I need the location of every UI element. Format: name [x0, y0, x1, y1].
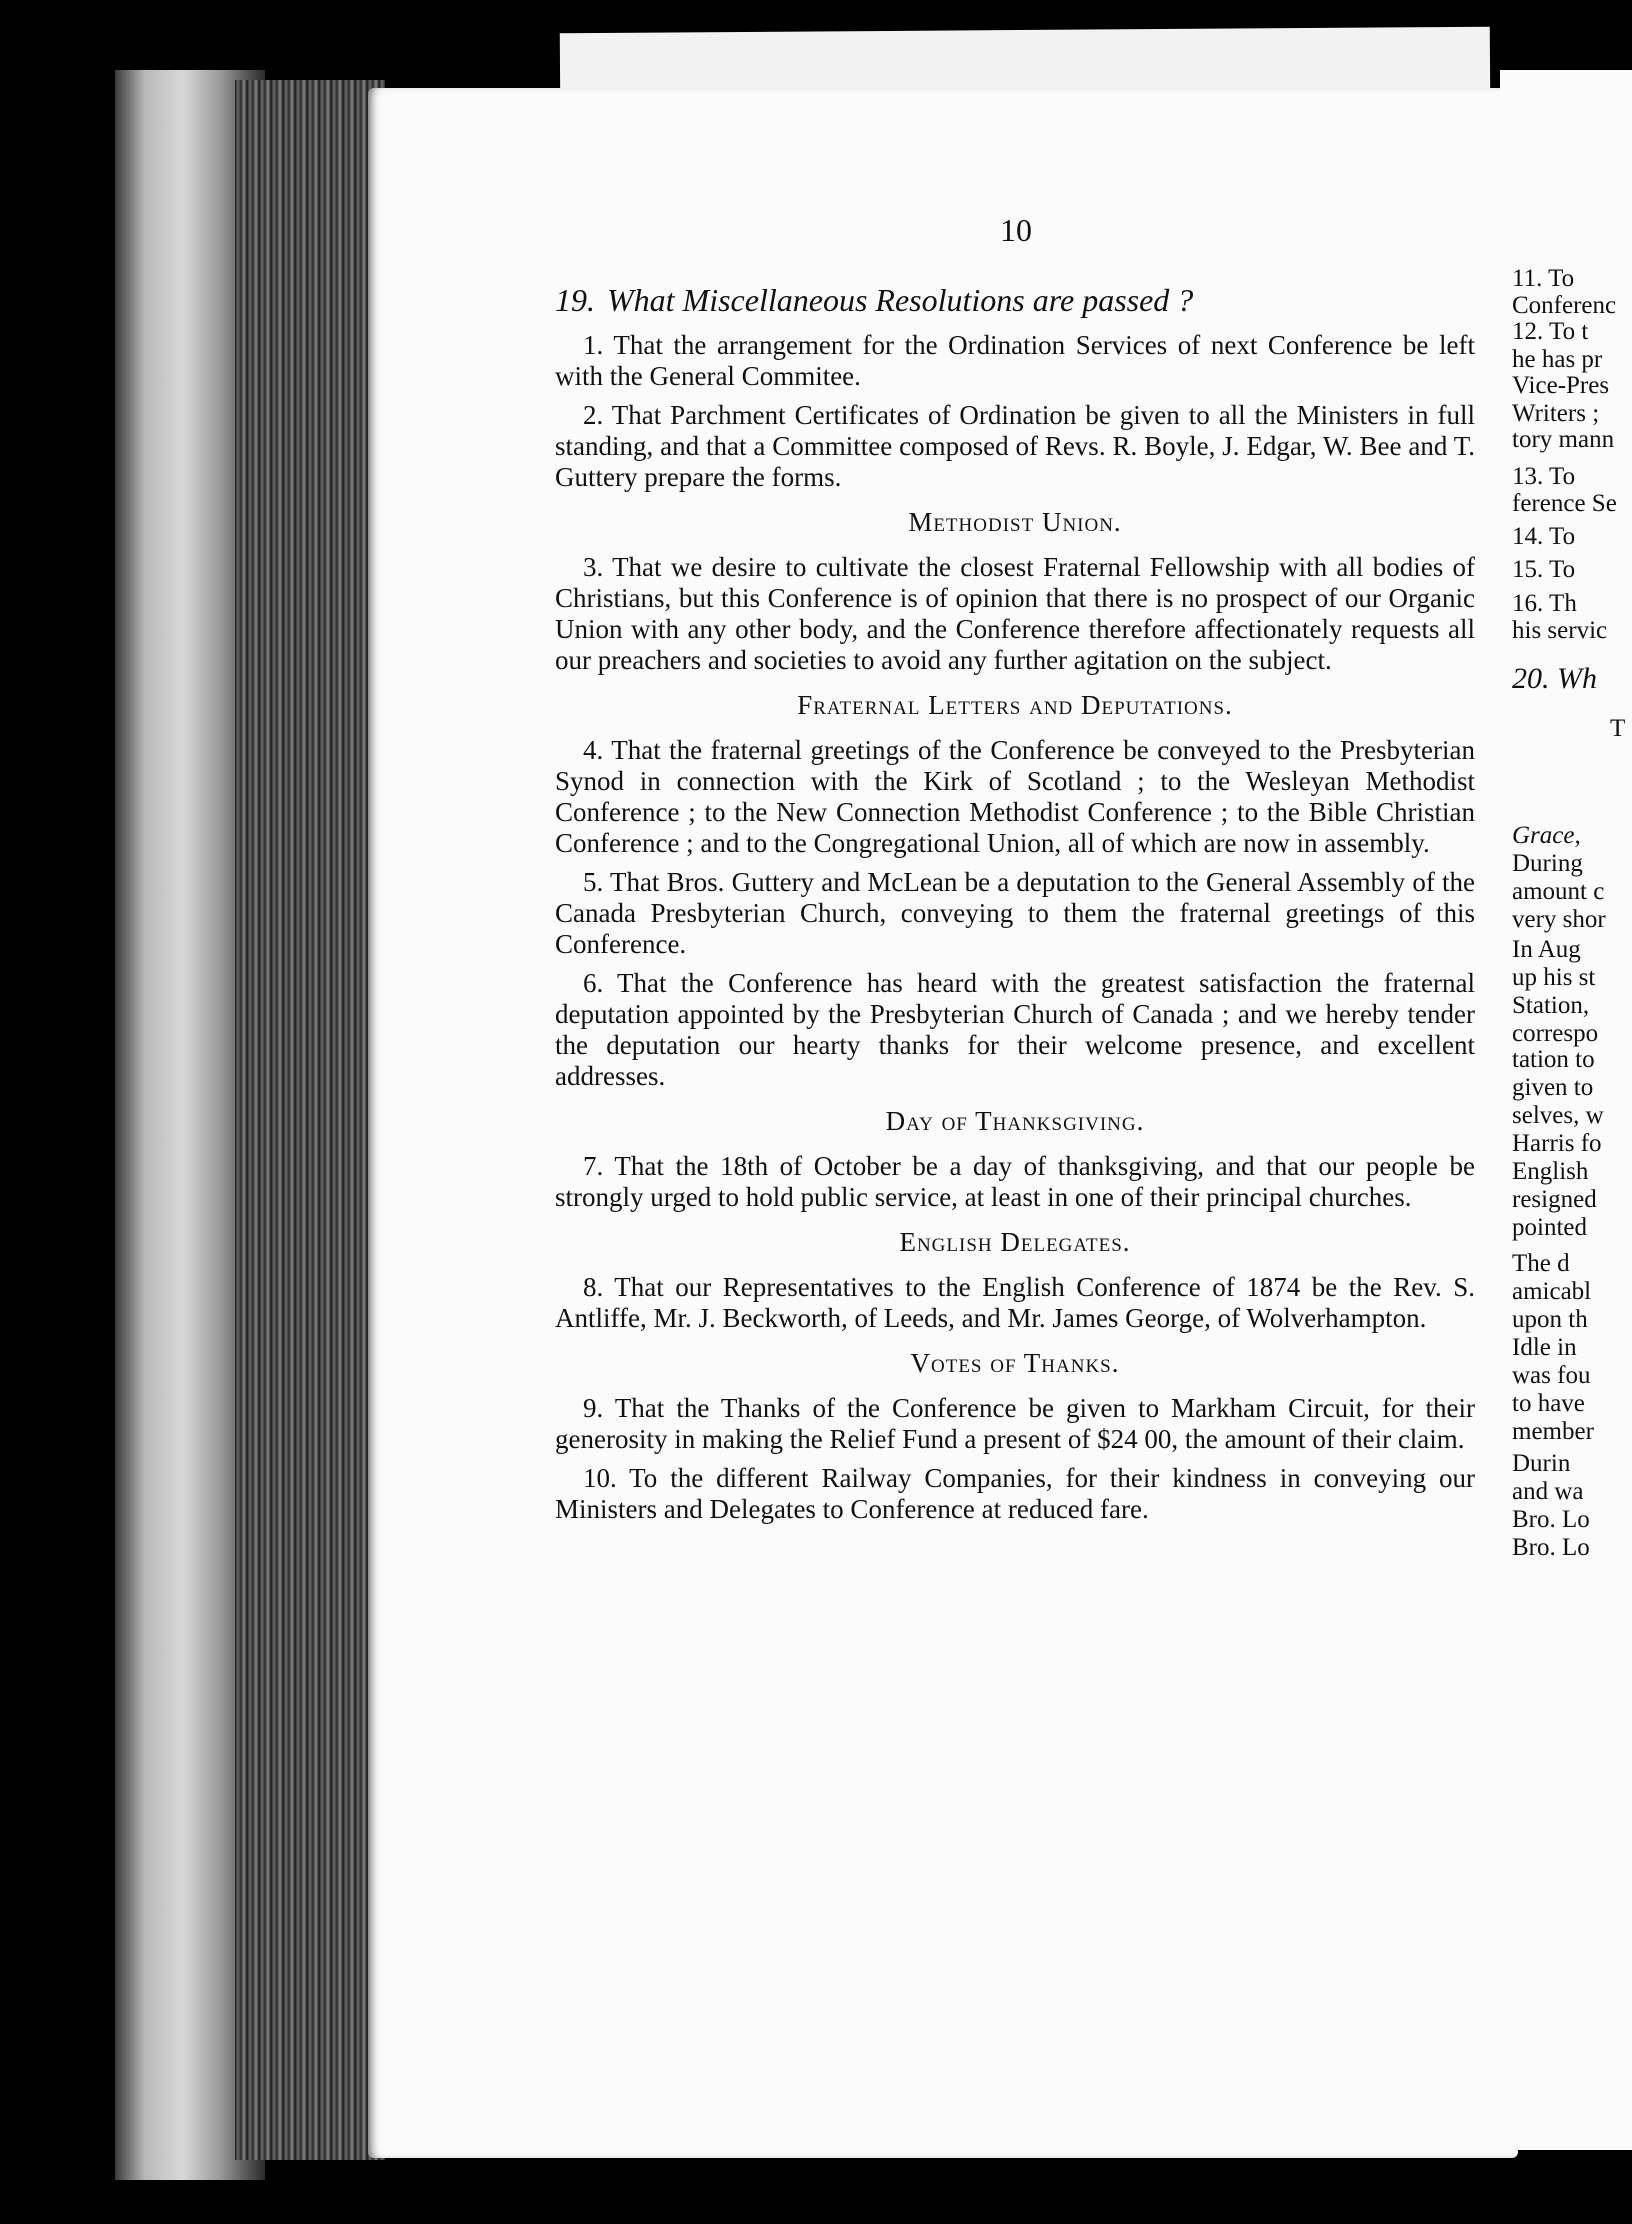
resolutions [555, 330, 1475, 1525]
right-page-partial [1500, 70, 1632, 2150]
resolution-paragraph: 10. To the different Railway Companies, for their kindness in conveying our Ministers and Delegates to Conference at reduced fare. [555, 1463, 1475, 1524]
right-page-fragment: was fou [1512, 1362, 1591, 1389]
right-page-fragment: 15. To [1512, 556, 1576, 583]
page-stack-edge [235, 80, 385, 2160]
right-page-fragment: given to [1512, 1074, 1594, 1101]
section-heading: Day of Thanksgiving. [885, 1106, 1145, 1136]
right-page-fragment: tory mann [1512, 426, 1615, 453]
right-page-fragment: Idle in [1512, 1334, 1577, 1361]
right-page-fragment: English [1512, 1158, 1589, 1185]
right-page-fragment: amicabl [1512, 1278, 1592, 1305]
question-heading [555, 282, 1475, 318]
right-page-fragment: Durin [1512, 1450, 1571, 1477]
resolution-paragraph: 4. That the fraternal greetings of the Conference be conveyed to the Presbyterian Synod in connection with the Kirk of Scotland ; to the Wesleyan Methodist Conference ; to the New Connection Methodist Conference ; to the Bible Christian Conference ; and to the Congregational Union, all of which are now in assembly. [555, 735, 1475, 858]
right-page-fragment: to have [1512, 1390, 1585, 1417]
section-heading: Fraternal Letters and Deputations. [797, 690, 1233, 720]
resolution-paragraph: 2. That Parchment Certificates of Ordination be given to all the Ministers in full standing, and that a Committee composed of Revs. R. Boyle, J. Edgar, W. Bee and T. Guttery prepare the forms. [555, 400, 1475, 492]
right-page-fragment: Grace, [1512, 822, 1581, 849]
right-page-fragment: member [1512, 1418, 1594, 1445]
section-heading: Votes of Thanks. [910, 1348, 1120, 1378]
right-page-fragment: Harris fo [1512, 1130, 1602, 1157]
page-number: 10 [1000, 212, 1032, 248]
right-page-fragment: selves, w [1512, 1102, 1604, 1129]
right-page-fragment: up his st [1512, 964, 1596, 991]
right-page-fragment: Bro. Lo [1512, 1534, 1590, 1561]
right-page-fragment: and wa [1512, 1478, 1584, 1505]
right-page-fragment: In Aug [1512, 936, 1581, 963]
right-page-fragment: 14. To [1512, 523, 1576, 550]
resolution-paragraph: 9. That the Thanks of the Conference be given to Markham Circuit, for their generosity in making the Relief Fund a present of $24 00, the amount of their claim. [555, 1393, 1475, 1454]
right-page-fragment: very shor [1512, 906, 1606, 933]
question-number: 19. [555, 282, 595, 318]
right-page-fragment: correspo [1512, 1020, 1599, 1047]
resolution-paragraph: 1. That the arrangement for the Ordination Services of next Conference be left with the General Commitee. [555, 330, 1475, 391]
right-page-fragment: his servic [1512, 617, 1608, 644]
right-page-fragment: 12. To t [1512, 318, 1589, 345]
section-heading: Methodist Union. [908, 507, 1122, 537]
right-page-fragment: T [1610, 715, 1626, 742]
right-page-fragment: tation to [1512, 1046, 1595, 1073]
right-page-fragment: Station, [1512, 992, 1590, 1019]
right-page-fragment: ference Se [1512, 490, 1617, 517]
right-page-fragment: resigned [1512, 1186, 1597, 1213]
right-page-fragment: amount c [1512, 878, 1605, 905]
right-page-fragment: During [1512, 850, 1583, 877]
page-content [555, 282, 1475, 1533]
resolution-paragraph: 5. That Bros. Guttery and McLean be a deputation to the General Assembly of the Canada Presbyterian Church, conveying to them the fraternal greetings of this Conference. [555, 867, 1475, 959]
right-page-fragment: he has pr [1512, 346, 1603, 373]
resolution-paragraph: 8. That our Representatives to the English Conference of 1874 be the Rev. S. Antliffe, Mr. J. Beckworth, of Leeds, and Mr. James George, of Wolverhampton. [555, 1272, 1475, 1333]
right-page-fragment: Bro. Lo [1512, 1506, 1590, 1533]
resolution-paragraph: 6. That the Conference has heard with the greatest satisfaction the fraternal deputation appointed by the Presbyterian Church of Canada ; and we hereby tender the deputation our hearty thanks for their welcome presence, and excellent addresses. [555, 968, 1475, 1091]
right-page-fragment: 20. Wh [1512, 662, 1597, 695]
right-page-fragment: pointed [1512, 1214, 1587, 1241]
resolution-paragraph: 7. That the 18th of October be a day of thanksgiving, and that our people be strongly urged to hold public service, at least in one of their principal churches. [555, 1151, 1475, 1212]
right-page-fragment: 13. To [1512, 463, 1576, 490]
right-page-fragment: Writers ; [1512, 400, 1600, 427]
resolution-paragraph: 3. That we desire to cultivate the closest Fraternal Fellowship with all bodies of Christians, but this Conference is of opinion that there is no prospect of our Organic Union with any other body, and the Conference therefore affectionately requests all our preachers and societies to avoid any further agitation on the subject. [555, 552, 1475, 675]
right-page-fragment: Vice-Pres [1512, 372, 1610, 399]
right-page-fragment: 16. Th [1512, 590, 1577, 617]
right-page-fragment: upon th [1512, 1306, 1588, 1333]
question-text: What Miscellaneous Resolutions are passed ? [607, 282, 1194, 318]
right-page-fragment: 11. To [1512, 265, 1575, 292]
section-heading: English Delegates. [899, 1227, 1131, 1257]
right-page-fragment: The d [1512, 1250, 1570, 1277]
right-page-fragment: Conferenc [1512, 292, 1617, 319]
